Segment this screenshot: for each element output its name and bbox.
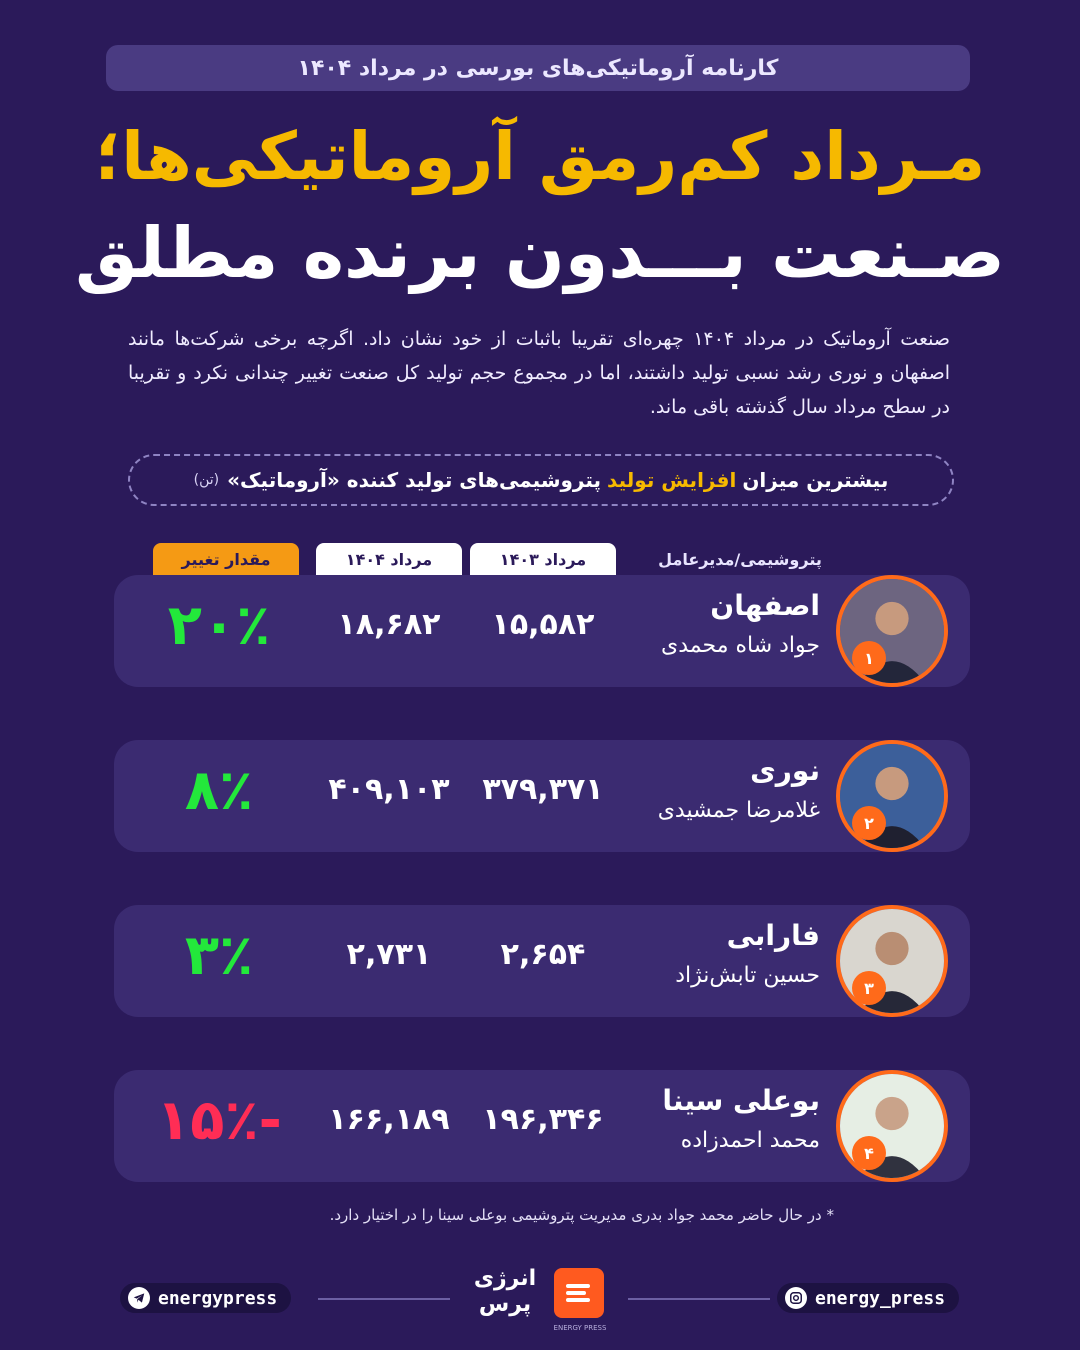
value-1403: ۱۹۶,۳۴۶ [482,1102,604,1137]
telegram-handle[interactable] [120,1283,291,1313]
table-row [114,740,970,852]
ceo-name: محمد احمدزاده [680,1128,820,1153]
rank-badge: ۳ [852,971,886,1005]
subtitle-before: بیشترین میزان [742,468,889,492]
change-value: ۲۰٪ [167,593,271,658]
table-subtitle [128,454,954,506]
subtitle-after: پتروشیمی‌های تولید کننده «آروماتیک» [227,468,602,492]
ceo-photo [836,1070,948,1182]
energy-press-logo [554,1268,604,1318]
divider [318,1298,450,1300]
change-value: -۱۵٪ [156,1088,282,1153]
value-1404: ۱۸,۶۸۲ [337,607,441,642]
headline-line-2: صـنعت بـــدون برنده مطلق [75,212,1005,294]
company-name: بوعلی سینا [662,1084,820,1117]
company-name: نوری [750,754,820,787]
value-1403: ۱۵,۵۸۲ [491,607,595,642]
subtitle-unit: (تن) [193,472,220,488]
headline-line-1: مـرداد کم‌رمق آروماتیکی‌ها؛ [94,118,986,195]
ceo-photo [836,740,948,852]
instagram-handle[interactable] [777,1283,959,1313]
ceo-name: حسین تابش‌نژاد [675,963,820,988]
company-name: فارابی [726,919,820,952]
table-row [114,905,970,1017]
ceo-name: جواد شاه محمدی [661,633,820,658]
telegram-handle-text: energypress [158,1287,278,1309]
column-header-company: پتروشیمی/مدیرعامل [658,549,822,569]
rank-badge: ۴ [852,1136,886,1170]
value-1404: ۱۶۶,۱۸۹ [328,1102,450,1137]
ceo-name: غلامرضا جمشیدی [657,798,820,823]
rank-badge: ۱ [852,641,886,675]
change-value: ۸٪ [184,758,254,823]
top-banner: کارنامه آروماتیکی‌های بورسی در مرداد ۱۴۰۴ [106,45,970,91]
intro-paragraph: صنعت آروماتیک در مرداد ۱۴۰۴ چهره‌ای تقریبا باثبات از خود نشان داد. اگرچه برخی شرکت‌ها مانند اصفهان و نوری رشد نسبی تولید داشتند، اما در مجموع حجم تولید کل صنعت تغییر چندانی نکرد و تقریبا در سطح مرداد سال گذشته باقی ماند. [128,328,950,418]
table-row [114,1070,970,1182]
rank-badge: ۲ [852,806,886,840]
divider [628,1298,770,1300]
column-header-1404: مرداد ۱۴۰۴ [316,543,462,575]
footnote: * در حال حاضر محمد جواد بدری مدیریت پتروشیمی بوعلی سینا را در اختیار دارد. [329,1206,834,1224]
instagram-handle-text: energy_press [815,1287,946,1309]
value-1403: ۳۷۹,۳۷۱ [482,772,604,807]
change-value: ۳٪ [184,923,254,988]
telegram-icon [128,1287,150,1309]
ceo-photo [836,905,948,1017]
column-header-change: مقدار تغییر [153,543,299,575]
value-1404: ۲,۷۳۱ [346,937,432,972]
subtitle-highlight: افزایش تولید [607,468,737,492]
ceo-photo [836,575,948,687]
company-name: اصفهان [710,589,820,622]
logo-text: انرژی پرس [473,1266,537,1317]
table-row [114,575,970,687]
logo-subtext: ENERGY PRESS [553,1324,607,1332]
value-1404: ۴۰۹,۱۰۳ [328,772,450,807]
column-header-1403: مرداد ۱۴۰۳ [470,543,616,575]
value-1403: ۲,۶۵۴ [500,937,586,972]
instagram-icon [785,1287,807,1309]
